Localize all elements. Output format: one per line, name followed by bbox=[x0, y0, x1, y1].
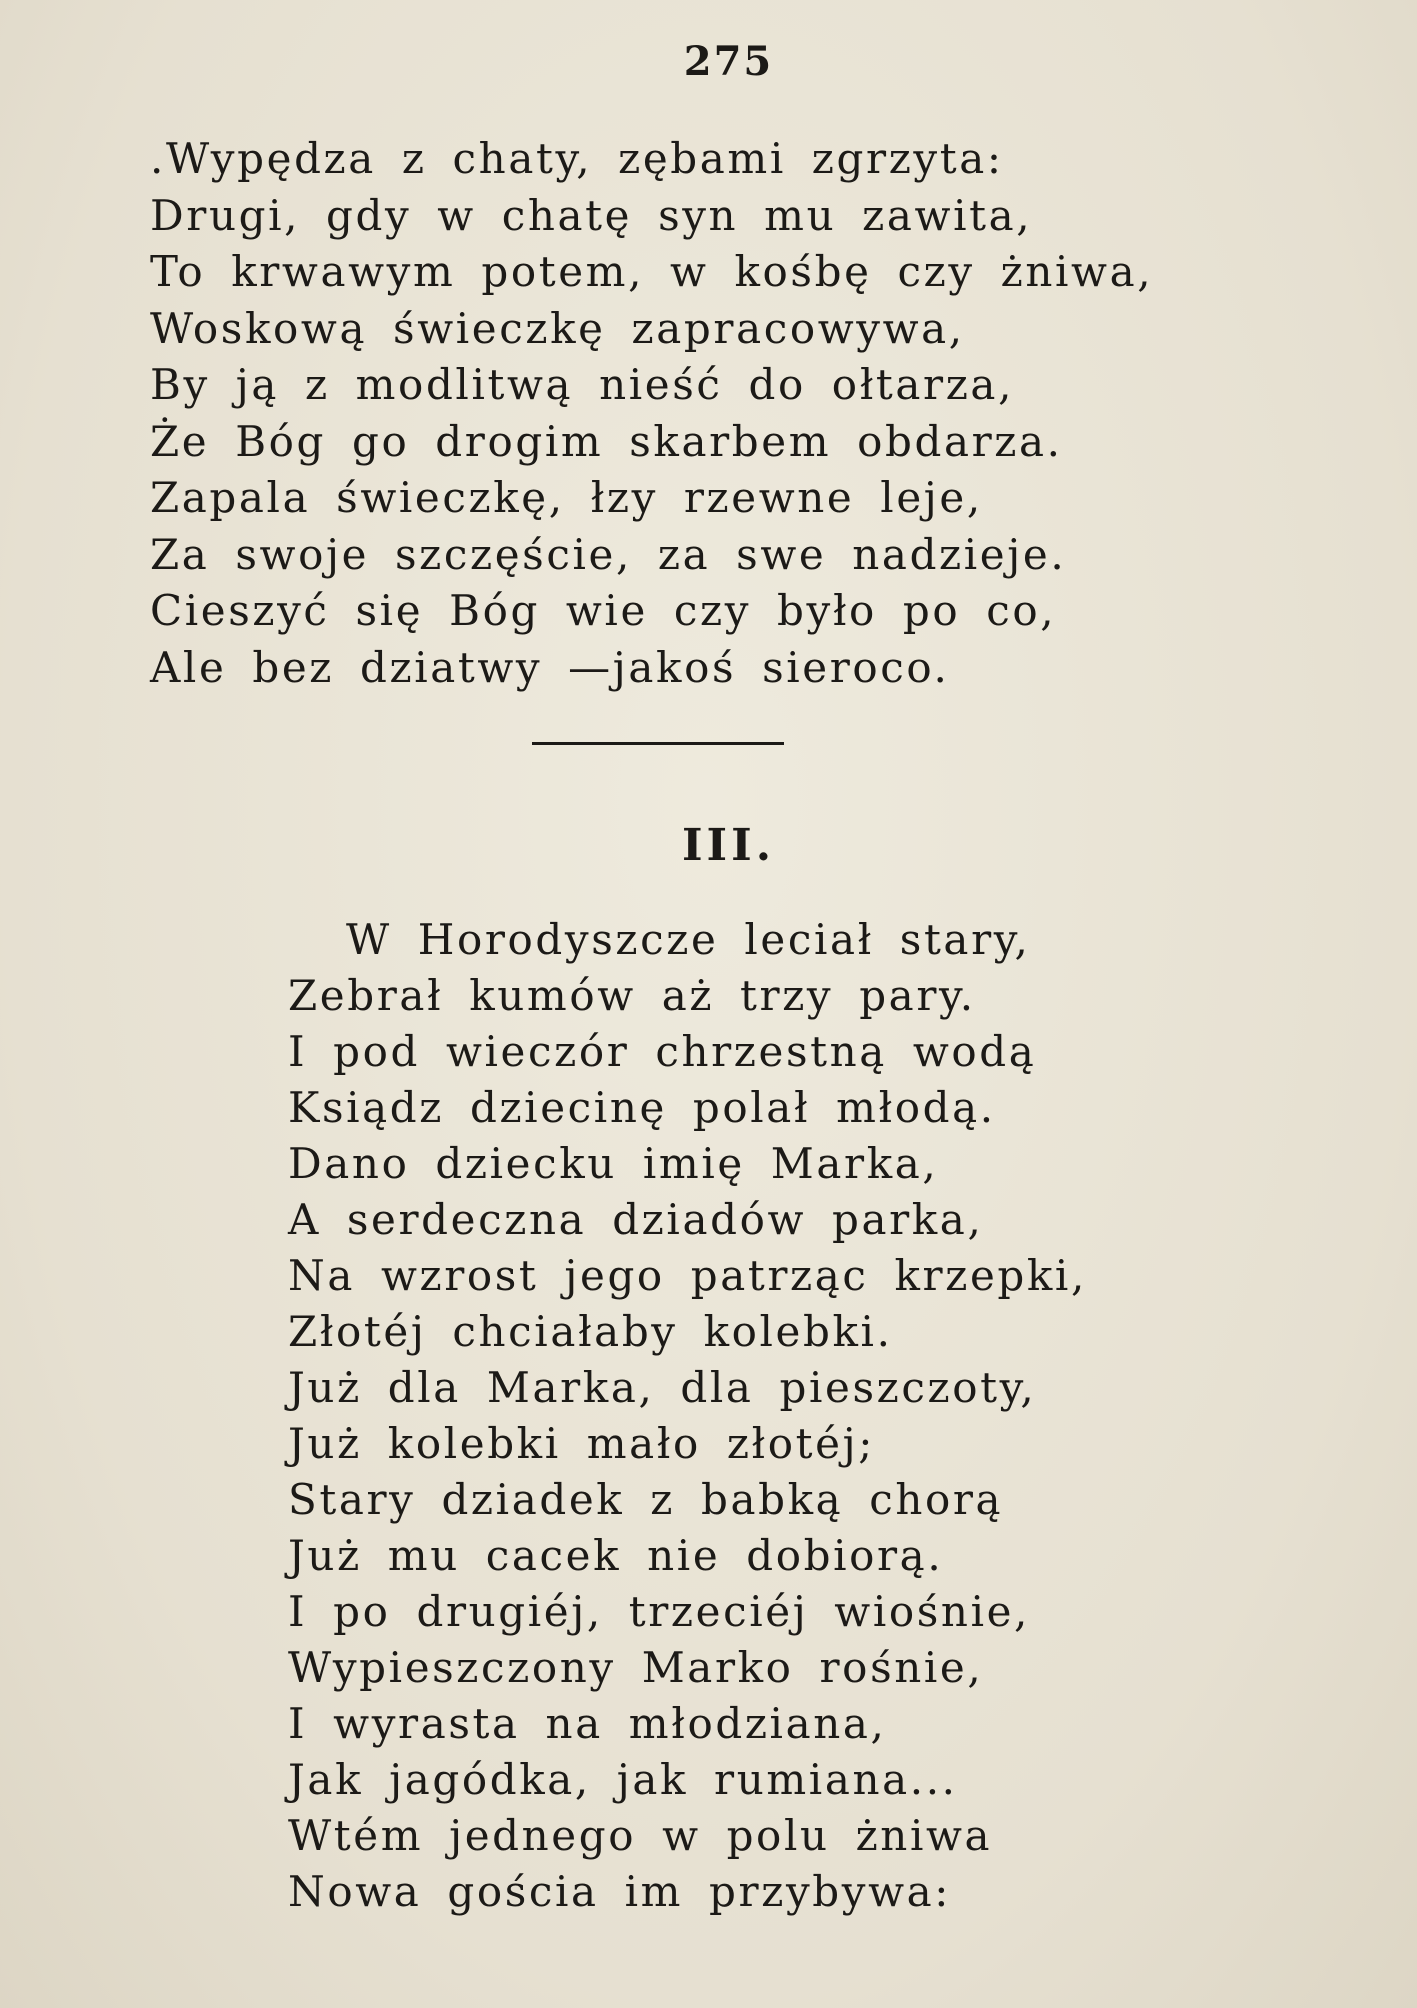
poem-line: Już dla Marka, dla pieszczoty, bbox=[288, 1363, 1037, 1412]
poem-line: Zebrał kumów aż trzy pary. bbox=[288, 971, 976, 1020]
poem-line: Za swoje szczęście, za swe nadzieje. bbox=[150, 529, 1067, 579]
poem-line: .Wypędza z chaty, zębami zgrzyta: bbox=[150, 134, 1004, 183]
poem-line: I wyrasta na młodziana, bbox=[288, 1699, 887, 1748]
poem-line: Złotéj chciałaby kolebki. bbox=[288, 1307, 893, 1356]
poem-line: Drugi, gdy w chatę syn mu zawita, bbox=[150, 190, 1033, 240]
poem-line: Że Bóg go drogim skarbem obdarza. bbox=[150, 416, 1063, 466]
poem-line: Jak jagódka, jak rumiana... bbox=[288, 1755, 958, 1804]
poem-line: Zapala świeczkę, łzy rzewne leje, bbox=[150, 473, 983, 522]
poem-line: By ją z modlitwą nieść do ołtarza, bbox=[150, 360, 1015, 409]
poem-line: Wtém jednego w polu żniwa bbox=[288, 1811, 993, 1860]
poem-line: Już kolebki mało złotéj; bbox=[288, 1419, 875, 1468]
poem-line: Woskową świeczkę zapracowywa, bbox=[150, 303, 965, 353]
poem-line: To krwawym potem, w kośbę czy żniwa, bbox=[150, 247, 1154, 296]
section-heading: III. bbox=[681, 820, 776, 871]
poem-line: Już mu cacek nie dobiorą. bbox=[288, 1531, 944, 1580]
poem-line: Na wzrost jego patrząc krzepki, bbox=[288, 1251, 1087, 1300]
poem-line: Nowa gościa im przybywa: bbox=[288, 1867, 952, 1916]
poem-line: I po drugiéj, trzeciéj wiośnie, bbox=[288, 1587, 1031, 1636]
poem-line: Dano dziecku imię Marka, bbox=[288, 1139, 939, 1188]
poem-line: Ale bez dziatwy —jakoś sieroco. bbox=[150, 642, 950, 692]
section-separator-rule bbox=[532, 742, 784, 745]
poem-line: W Horodyszcze leciał stary, bbox=[346, 915, 1031, 964]
poem-stanza-2 bbox=[288, 912, 1087, 1920]
poem-line: Stary dziadek z babką chorą bbox=[288, 1475, 1004, 1524]
page-number: 275 bbox=[683, 38, 774, 85]
poem-line: Wypieszczony Marko rośnie, bbox=[288, 1643, 984, 1692]
poem-stanza-1 bbox=[150, 131, 1153, 696]
poem-line: A serdeczna dziadów parka, bbox=[288, 1195, 984, 1244]
poem-line: Cieszyć się Bóg wie czy było po co, bbox=[150, 586, 1057, 635]
poem-line: Ksiądz dziecinę polał młodą. bbox=[288, 1083, 996, 1132]
poem-line: I pod wieczór chrzestną wodą bbox=[288, 1027, 1037, 1076]
